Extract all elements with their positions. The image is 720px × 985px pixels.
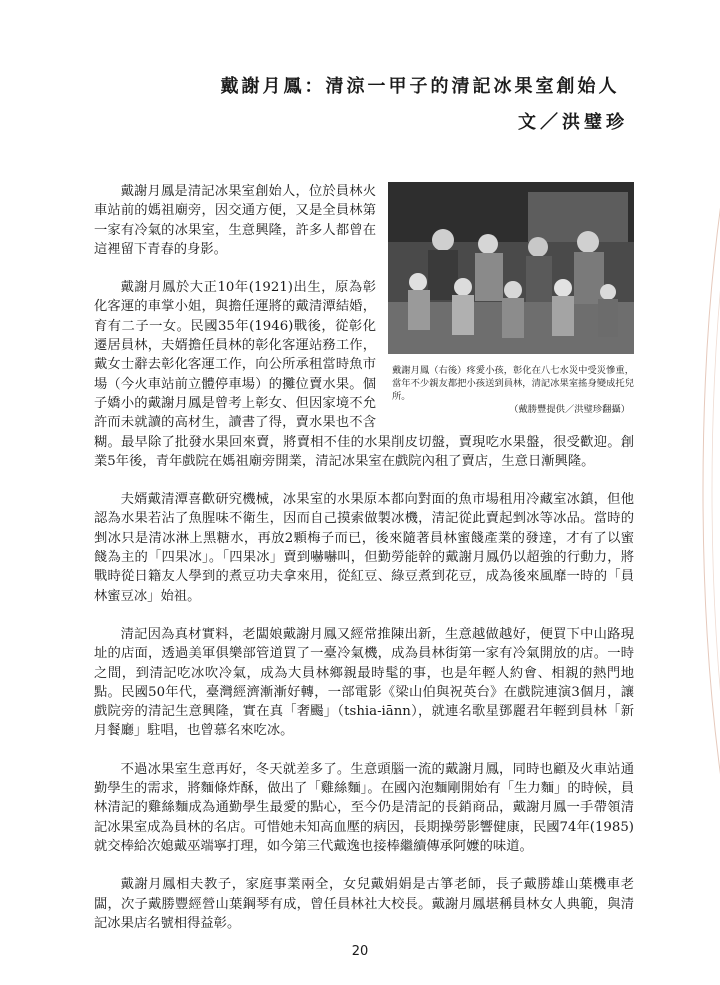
photo-figure [388,182,634,416]
decorative-arc [660,0,720,985]
paragraph-1: 戴謝月鳳是清記冰果室創始人，位於員林火車站前的媽祖廟旁，因交通方便，又是全員林第一家有冷氣的冰果室，生意興隆，許多人都曾在這裡留下青春的身影。 [94,184,376,257]
article-body [94,182,634,952]
paragraph-3: 夫婿戴清潭喜歡研究機械，冰果室的水果原本都向對面的魚市場租用冷藏室冰鎮，但他認為水果若沾了魚腥味不衛生，因而自己摸索做製冰機，清記從此賣起剉冰等冰品。當時的剉冰只是清冰淋上黑糖水，再放2顆梅子而已，後來隨著員林蜜餞產業的發達，才有了以蜜餞為主的「四果冰」。「四果冰」賣到嚇嚇叫，但勤勞能幹的戴謝月鳳仍以超強的行動力，將戰時從日籍友人學到的煮豆功夫拿來用，從紅豆、綠豆煮到花豆，成為後來風靡一時的「員林蜜豆冰」始祖。 [94,492,634,604]
photo-credit: （戴勝豐提供／洪璧珍翻攝） [509,404,630,415]
paragraph-5: 不過冰果室生意再好，冬天就差多了。生意頭腦一流的戴謝月鳳，同時也顧及火車站通勤學生的需求，將麵條炸酥，做出了「雞絲麵」。在國內泡麵剛開始有「生力麵」的時候，員林清記的雞絲麵成為通勤學生最愛的點心，至今仍是清記的長銷商品，戴謝月鳳一手帶領清記冰果室成為員林的名店。可惜她未知高血壓的病因，長期操勞影響健康，民國74年(1985)就交棒給次媳戴巫端寧打理，如今第三代戴逸也接棒繼續傳承阿嬤的味道。 [94,761,634,854]
photo-caption [388,364,634,416]
paragraph-4: 清記因為真材實料，老闆娘戴謝月鳳又經常推陳出新，生意越做越好，便買下中山路現址的店面，透過美軍俱樂部管道買了一臺冷氣機，成為員林街第一家有冷氣開放的店。一時之間，到清記吃冰吹冷氣，成為大員林鄉親最時髦的事，也是年輕人約會、相親的熱門地點。民國50年代，臺灣經濟漸漸好轉，一部電影《梁山伯與祝英台》在戲院連演3個月，讓戲院旁的清記生意興隆，實在真「奢颺」（tshia-iānn），就連名歌星鄧麗君年輕到員林「新月餐廳」駐唱，也曾慕名來吃冰。 [94,626,634,739]
caption-text: 戴謝月鳳（右後）疼愛小孩，彰化在八七水災中受災慘重，當年不少親友都把小孩送到員林，清記冰果室搖身變成托兒所。 [392,365,634,402]
paragraph-6: 戴謝月鳳相夫教子，家庭事業兩全，女兒戴娟娟是古箏老師，長子戴勝雄山葉機車老闆，次子戴勝豐經營山葉鋼琴有成，曾任員林社大校長。戴謝月鳳堪稱員林女人典範，與清記冰果店名號相得益彰。 [94,877,634,931]
photo-illustration [388,182,634,354]
paragraph-2: 戴謝月鳳於大正10年(1921)出生，原為彰化客運的車掌小姐，與擔任運將的戴清潭結婚，育有二子一女。民國35年(1946)戰後，從彰化遷居員林，夫婿擔任員林的彰化客運站務工作，戴女士辭去彰化客運工作，向公所承租當時魚市場（今火車站前立體停車場）的攤位賣水果。個子嬌小的戴謝月鳳是曾考上彰女、但因家境不允許而未就讀的高材生，讀書了得，賣水果也不含糊。最早除了批發水果回來賣，將賣相不佳的水果削皮切盤，賣現吃水果盤，很受歡迎。創業5年後，青年戲院在媽祖廟旁開業，清記冰果室在戲院內租了賣店，生意日漸興隆。 [94,280,634,469]
historical-photo [388,182,634,354]
page-number: 20 [351,944,369,959]
author-byline: 文／洪璧珍 [518,112,628,133]
article-title: 戴謝月鳳：清涼一甲子的清記冰果室創始人 [220,76,620,97]
